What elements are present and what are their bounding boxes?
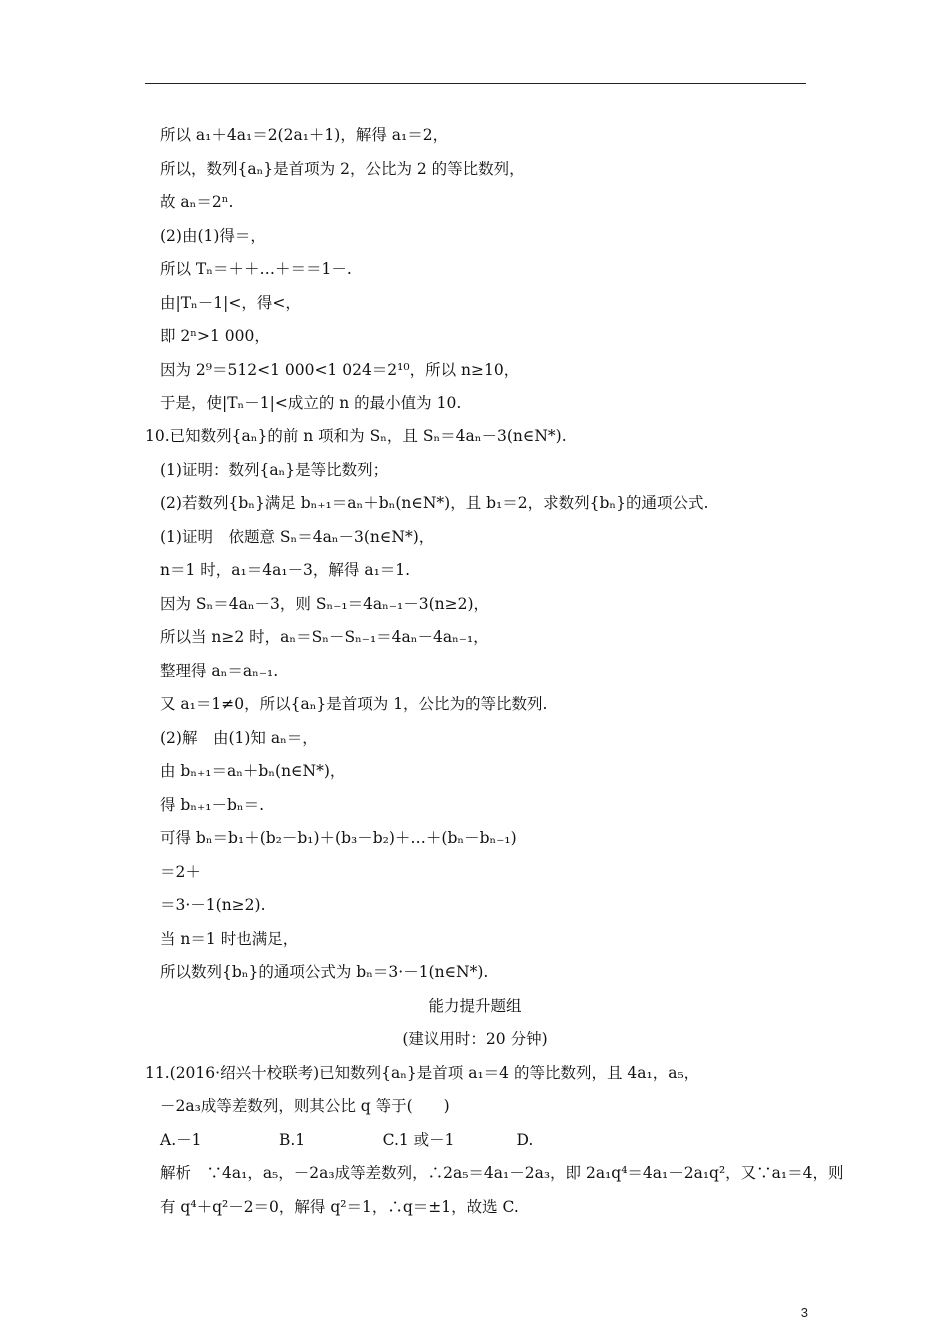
text-line: 所以 Tₙ＝＋＋…＋＝＝1－. — [160, 260, 352, 278]
text-line: 所以，数列{aₙ}是首项为 2，公比为 2 的等比数列， — [160, 160, 525, 178]
text-line: －2a₃成等差数列，则其公比 q 等于( ) — [160, 1097, 450, 1115]
text-line: 整理得 aₙ＝aₙ₋₁. — [160, 662, 279, 680]
text-line: 由|Tₙ－1|<，得<， — [160, 294, 301, 312]
section-title: 能力提升题组 — [428, 997, 522, 1015]
problem-10-statement: 10.已知数列{aₙ}的前 n 项和为 Sₙ，且 Sₙ＝4aₙ－3(n∈N*). — [145, 427, 567, 445]
solution-line: 有 q⁴＋q²－2＝0，解得 q²＝1，∴q＝±1，故选 C. — [160, 1198, 519, 1216]
text-line: (2)解 由(1)知 aₙ＝， — [160, 729, 318, 747]
text-line: 所以 a₁＋4a₁＝2(2a₁＋1)，解得 a₁＝2， — [160, 126, 449, 144]
text-line: (1)证明：数列{aₙ}是等比数列； — [160, 461, 389, 479]
text-line: 可得 bₙ＝b₁＋(b₂－b₁)＋(b₃－b₂)＋…＋(bₙ－bₙ₋₁) — [160, 829, 517, 847]
text-line: 所以当 n≥2 时，aₙ＝Sₙ－Sₙ₋₁＝4aₙ－4aₙ₋₁， — [160, 628, 489, 646]
text-line: 于是，使|Tₙ－1|<成立的 n 的最小值为 10. — [160, 394, 462, 412]
answer-options: A.－1 B.1 C.1 或－1 D. — [160, 1131, 534, 1149]
text-line: 所以数列{bₙ}的通项公式为 bₙ＝3·－1(n∈N*). — [160, 963, 489, 981]
text-line: (1)证明 依题意 Sₙ＝4aₙ－3(n∈N*)， — [160, 528, 435, 546]
page-number: 3 — [800, 1305, 808, 1320]
text-line: 又 a₁＝1≠0，所以{aₙ}是首项为 1，公比为的等比数列. — [160, 695, 548, 713]
text-line: 得 bₙ₊₁－bₙ＝. — [160, 796, 265, 814]
text-line: 由 bₙ₊₁＝aₙ＋bₙ(n∈N*)， — [160, 762, 346, 780]
text-line: 当 n＝1 时也满足， — [160, 930, 299, 948]
text-line: n＝1 时，a₁＝4a₁－3，解得 a₁＝1. — [160, 561, 411, 579]
solution-line: 解析 ∵4a₁，a₅，－2a₃成等差数列，∴2a₅＝4a₁－2a₃，即 2a₁q⁴＝4a₁－2a₁q²，又∵a₁＝4，则 — [160, 1164, 844, 1182]
text-line: (2)若数列{bₙ}满足 bₙ₊₁＝aₙ＋bₙ(n∈N*)，且 b₁＝2，求数列{bₙ}的通项公式. — [160, 494, 709, 512]
text-line: (2)由(1)得＝， — [160, 227, 266, 245]
text-line: ＝2＋ — [160, 863, 201, 881]
text-line: 因为 Sₙ＝4aₙ－3，则 Sₙ₋₁＝4aₙ₋₁－3(n≥2)， — [160, 595, 490, 613]
section-subtitle: (建议用时：20 分钟) — [402, 1030, 548, 1048]
text-line: 故 aₙ＝2ⁿ. — [160, 193, 234, 211]
text-line: ＝3·－1(n≥2). — [160, 896, 266, 914]
problem-11-statement: 11.(2016·绍兴十校联考)已知数列{aₙ}是首项 a₁＝4 的等比数列，且 4a₁，a₅， — [145, 1064, 700, 1082]
text-line: 即 2ⁿ>1 000， — [160, 327, 270, 345]
text-line: 因为 2⁹＝512<1 000<1 024＝2¹⁰，所以 n≥10， — [160, 361, 520, 379]
header-rule — [145, 83, 806, 84]
